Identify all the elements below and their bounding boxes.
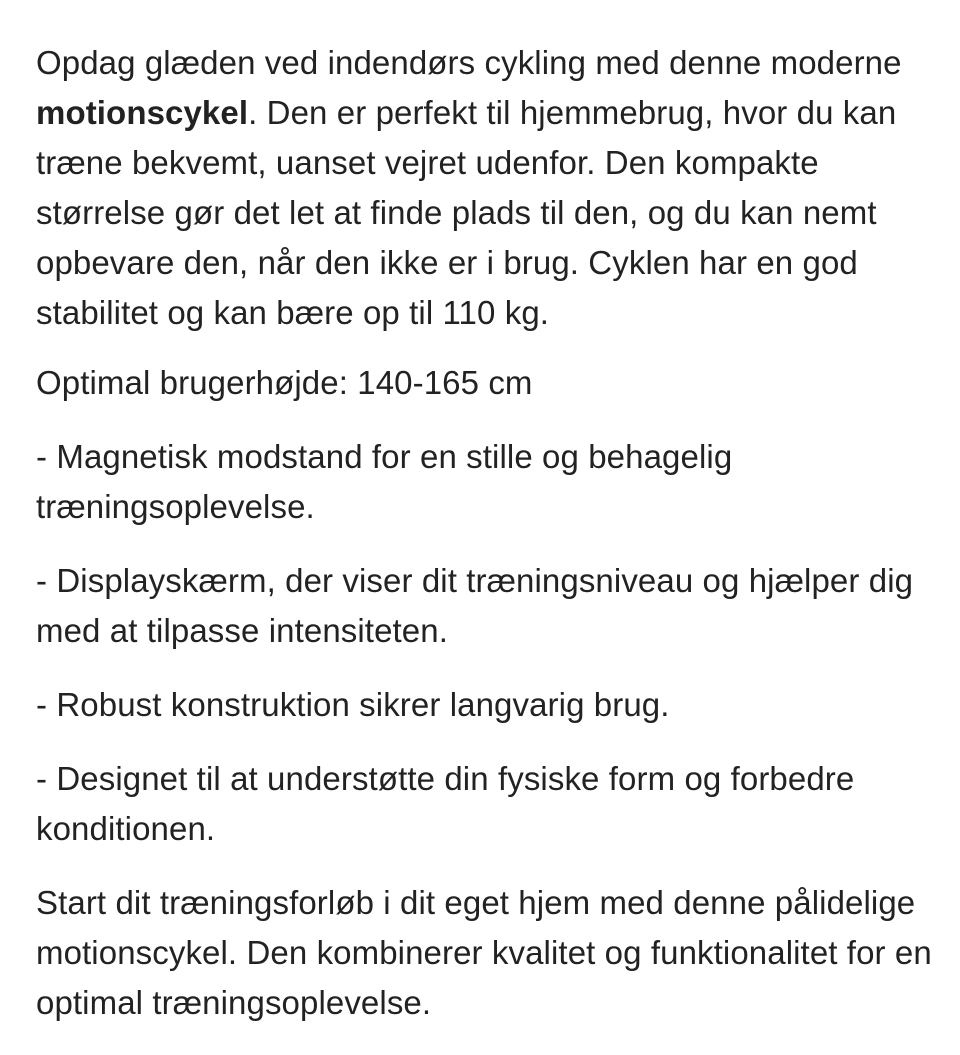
intro-text-start: Opdag glæden ved indendørs cykling med denne moderne xyxy=(36,44,902,81)
product-keyword: motionscykel xyxy=(36,94,249,131)
feature-item: - Displayskærm, der viser dit træningsniveau og hjælper dig med at tilpasse intensiteten. xyxy=(36,562,914,649)
intro-text-end: . Den er perfekt til hjemmebrug, hvor du kan træne bekvemt, uanset vejret udenfor. Den kompakte størrelse gør det let at finde plads til den, og du kan nemt opbevare den, når den ikke er i brug. Cyklen har en god stabilitet og kan bære op til 110 kg. xyxy=(36,94,897,331)
feature-item: - Magnetisk modstand for en stille og behagelig træningsoplevelse. xyxy=(36,438,733,525)
user-height-paragraph: Optimal brugerhøjde: 140-165 cm xyxy=(36,364,533,401)
feature-item: - Robust konstruktion sikrer langvarig brug. xyxy=(36,686,670,723)
product-description xyxy=(36,38,936,1028)
outro-paragraph: Start dit træningsforløb i dit eget hjem med denne pålidelige motionscykel. Den kombinerer kvalitet og funktionalitet for en optimal træningsoplevelse. xyxy=(36,884,932,1021)
intro-paragraph xyxy=(36,38,936,338)
feature-item: - Designet til at understøtte din fysiske form og forbedre konditionen. xyxy=(36,760,855,847)
